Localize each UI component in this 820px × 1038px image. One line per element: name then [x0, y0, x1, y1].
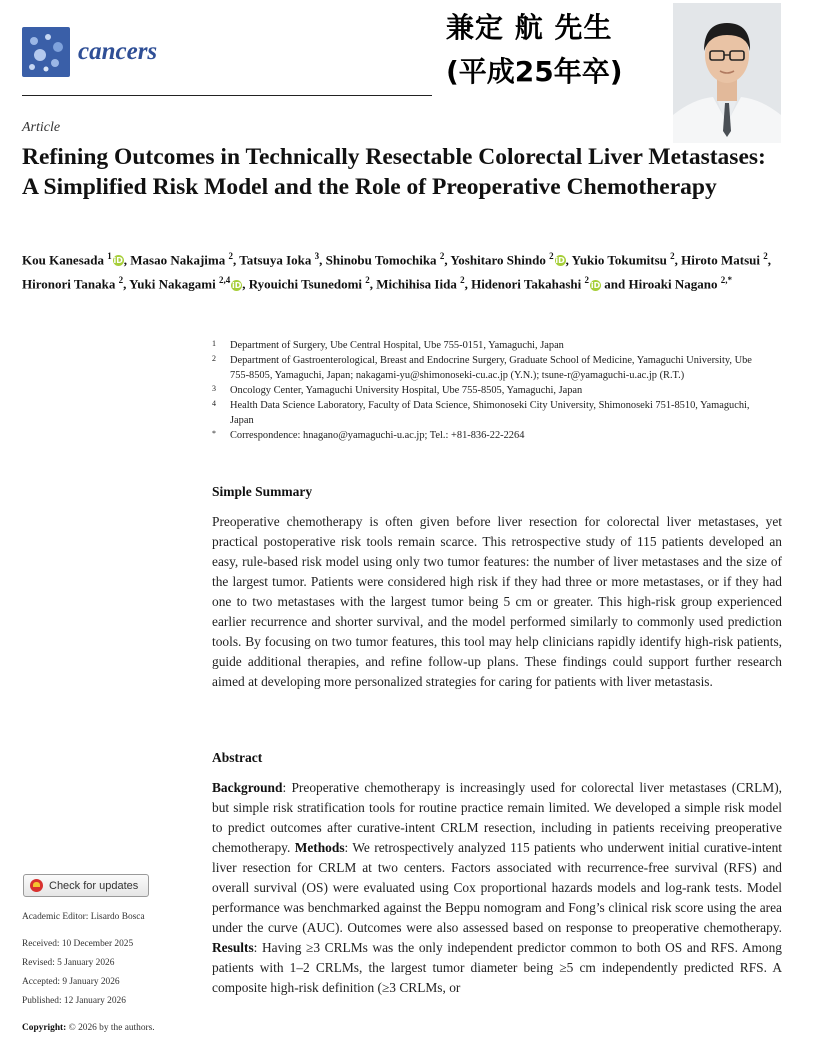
badge-year: (平成25年卒)	[446, 55, 623, 88]
article-title: Refining Outcomes in Technically Resectable Colorectal Liver Metastases: A Simplified Risk Model and the Role of Preoperative Chemotherapy	[22, 144, 766, 200]
author-name[interactable]: Kou Kanesada	[22, 252, 104, 268]
author-name[interactable]: Ryouichi Tsunedomi	[248, 276, 363, 292]
author-affiliation-marker: 2	[228, 251, 233, 261]
affiliation-text: Oncology Center, Yamaguchi University Hospital, Ube 755-8505, Yamaguchi, Japan	[230, 385, 583, 396]
check-for-updates-label: Check for updates	[49, 879, 139, 892]
author-name[interactable]: Michihisa Iida	[376, 276, 457, 292]
author-name[interactable]: Yoshitaro Shindo	[450, 252, 546, 268]
academic-editor: Academic Editor: Lisardo Bosca	[22, 912, 145, 922]
orcid-icon[interactable]: iD	[555, 256, 565, 266]
author-list: Kou Kanesada $^1$ iD, Masao Nakajima $^2$, Tatsuya Ioka $^3$, Shinobu Tomochika $^2$, Yoshitaro Shindo $^2$ iD, Yukio Tokumitsu $^2$, Hiroto Matsui $^2$, Hironori Tanaka $^2$, Yuki Nakagami $^{2,4}$ iD, Ryouichi Tsunedomi $^2$, Michihisa Iida $^2$, Hidenori Takahashi $^2$ iD and Hiroaki Nagano $^{2,*}$	[22, 251, 771, 292]
abstract-background-label: Background	[212, 780, 283, 795]
orcid-icon[interactable]: iD	[590, 280, 601, 290]
author-affiliation-marker: 2,*	[720, 275, 732, 286]
author-photo	[673, 3, 781, 143]
author-affiliation-marker: 2,4	[218, 275, 231, 286]
affiliation-item	[212, 428, 772, 443]
abstract-heading: Abstract	[212, 750, 263, 765]
affiliation-number: 4	[212, 399, 216, 408]
affiliation-item	[212, 353, 772, 383]
abstract-methods-label: Methods	[294, 840, 345, 855]
author-affiliation-marker: 2	[670, 251, 675, 261]
author-affiliation-marker: 2	[365, 275, 370, 286]
affiliation-text: Department of Gastroenterological, Breast and Endocrine Surgery, Graduate School of Medicine, Yamaguchi University, Ube 755-8505, Yamaguchi, Japan; nakagami-yu@shimonoseki-cu.ac.jp (Y.N.); tsune-r@yamaguchi-u.ac.jp (R.T.)	[230, 355, 752, 381]
orcid-icon[interactable]: iD	[113, 256, 123, 266]
article-history	[22, 908, 155, 1038]
author-affiliation-marker: 2	[118, 275, 124, 286]
copyright-text: © 2026 by the authors.	[66, 1023, 155, 1033]
author-name[interactable]: Yuki Nakagami	[129, 276, 216, 292]
header-divider	[22, 95, 432, 96]
revised-date: Revised: 5 January 2026	[22, 958, 115, 968]
abstract-text	[212, 778, 782, 998]
copyright-line	[22, 1019, 155, 1038]
author-affiliation-marker: 1	[107, 251, 112, 261]
author-affiliation-marker: 2	[763, 251, 768, 261]
simple-summary-text: Preoperative chemotherapy is often given before liver resection for colorectal liver metastases, yet practical postoperative risk tools remain scarce. This retrospective study of 115 patients developed an easy, rule-based risk model using only two tumor features: the number of liver metastases and the size of the largest tumor. Patients were considered high risk if they had three or more metastases, or if they had one to two metastases with the largest tumor being 5 cm or greater. This high-risk group experienced earlier recurrence and shorter survival, and the model performed similarly to commonly used prediction tools. By focusing on two tumor features, this tool may help clinicians rapidly identify high-risk patients, guide additional therapies, and refine follow-up plans. These findings could support further research aimed at developing more personalized strategies for caring for patients with liver metastasis.	[212, 514, 782, 689]
abstract-methods-text: : We retrospectively analyzed 115 patients who underwent initial curative-intent liver resection for CRLM at two centers. Factors associated with recurrence-free survival (RFS) and overall survival (OS) were evaluated using Cox proportional hazards models and log-rank tests. Model performance was benchmarked against the Beppu nomogram and Fong’s clinical risk score using the area under the curve (AUC). Outcomes were also assessed based on response to preoperative chemotherapy.	[212, 840, 782, 935]
author-name[interactable]: Tatsuya Ioka	[239, 252, 312, 268]
abstract-results-label: Results	[212, 940, 254, 955]
published-date: Published: 12 January 2026	[22, 996, 126, 1006]
affiliation-number: 1	[212, 339, 216, 348]
abstract-results-text: : Having ≥3 CRLMs was the only independent predictor common to both OS and RFS. Among patients with 1–2 CRLMs, the largest tumor diameter being ≥5 cm independently predicted RFS. A composite high-risk definition (≥3 CRLMs, or	[212, 940, 782, 995]
affiliation-item	[212, 338, 772, 353]
check-for-updates-button[interactable]	[23, 874, 149, 897]
author-name[interactable]: Masao Nakajima	[130, 252, 226, 268]
author-affiliation-marker: 2	[439, 251, 445, 261]
author-affiliation-marker: 3	[314, 251, 320, 261]
author-name[interactable]: Hironori Tanaka	[22, 276, 116, 292]
author-name[interactable]: Hiroto Matsui	[681, 252, 760, 268]
article-type: Article	[22, 120, 61, 135]
affiliation-number: 2	[212, 354, 216, 363]
simple-summary-heading: Simple Summary	[212, 484, 313, 499]
author-name[interactable]: Yukio Tokumitsu	[571, 252, 667, 268]
check-updates-icon	[30, 879, 43, 892]
affiliation-number: 3	[212, 384, 216, 393]
author-name[interactable]: Hiroaki Nagano	[628, 276, 718, 292]
received-date: Received: 10 December 2025	[22, 939, 134, 949]
affiliation-list	[212, 338, 772, 443]
author-affiliation-marker: 2	[584, 275, 590, 286]
author-affiliation-marker: 2	[549, 251, 554, 261]
abstract-background-text: : Preoperative chemotherapy is increasingly used for colorectal liver metastases (CRLM), but simple risk stratification tools for routine practice remain limited. We developed a simple risk model to predict outcomes after curative-intent CRLM resection, including in patients receiving preoperative chemotherapy.	[212, 780, 782, 855]
affiliation-number: *	[212, 429, 216, 438]
affiliation-text: Department of Surgery, Ube Central Hospital, Ube 755-0151, Yamaguchi, Japan	[230, 340, 564, 351]
author-name[interactable]: Shinobu Tomochika	[325, 252, 437, 268]
affiliation-item	[212, 383, 772, 398]
orcid-icon[interactable]: iD	[231, 280, 242, 290]
affiliation-text: Correspondence: hnagano@yamaguchi-u.ac.jp; Tel.: +81-836-22-2264	[230, 430, 525, 441]
author-name[interactable]: Hidenori Takahashi	[471, 276, 582, 292]
copyright-label: Copyright:	[22, 1023, 67, 1033]
journal-logo-icon	[22, 27, 70, 77]
author-and: and	[604, 276, 626, 292]
badge-name: 兼定 航 先生	[446, 11, 613, 44]
author-affiliation-marker: 2	[460, 275, 465, 286]
affiliation-text: Health Data Science Laboratory, Faculty of Data Science, Shimonoseki City University, Shimonoseki 751-8510, Yamaguchi, Japan	[230, 400, 750, 426]
affiliation-item	[212, 398, 772, 428]
accepted-date: Accepted: 9 January 2026	[22, 977, 120, 987]
journal-name: cancers	[78, 38, 158, 65]
